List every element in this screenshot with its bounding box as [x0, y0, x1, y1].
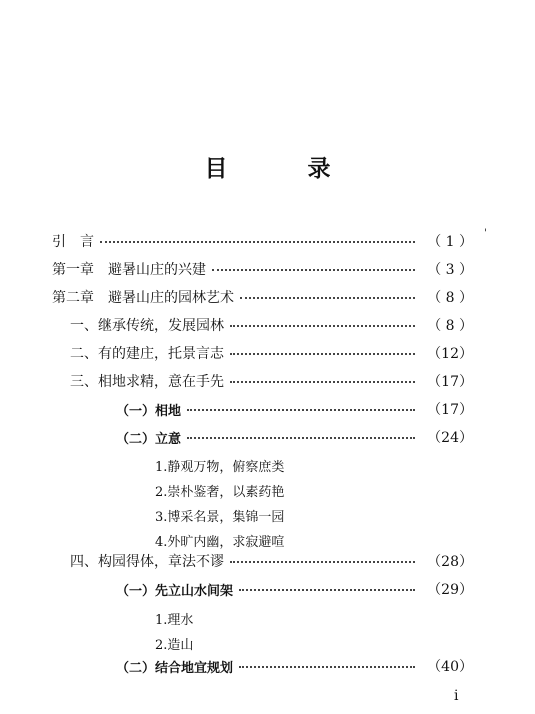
toc-entry-label: 第一章 避暑山庄的兴建 — [52, 262, 206, 278]
toc-entry-page: （17） — [427, 402, 473, 418]
toc-entry-section-1[interactable] — [0, 313, 535, 337]
toc-leader — [230, 353, 415, 355]
page-title: 目 录 — [204, 155, 367, 182]
toc-entry-label: （二）立意 — [116, 431, 182, 447]
toc-leader — [212, 269, 415, 271]
toc-entry-page: （17） — [427, 374, 473, 390]
toc-entry-label: 第二章 避暑山庄的园林艺术 — [52, 290, 234, 306]
toc-leader — [100, 241, 415, 243]
toc-leader — [239, 666, 415, 668]
toc-leader — [240, 297, 415, 299]
toc-entry-subsection-concept[interactable] — [0, 425, 535, 449]
toc-entry-chapter-2[interactable] — [0, 285, 535, 309]
toc-entry-page: （ 1 ） — [427, 234, 473, 250]
toc-entry-label: （二）结合地宜规划 — [116, 660, 234, 676]
toc-entry-section-2[interactable] — [0, 341, 535, 365]
toc-entry-subsection-framework[interactable] — [0, 577, 535, 601]
toc-entry-label: （一）先立山水间架 — [116, 583, 234, 599]
toc-entry-page: （29） — [427, 582, 473, 598]
toc-entry-page: （24） — [427, 430, 473, 446]
toc-entry-section-3[interactable] — [0, 369, 535, 393]
toc-subitem[interactable]: 4.外旷内幽，求寂避喧 — [155, 535, 285, 550]
toc-subitem[interactable]: 3.博采名景，集锦一园 — [155, 510, 285, 525]
toc-entry-page: （ 3 ） — [427, 262, 473, 278]
toc-entry-label: （一）相地 — [116, 403, 182, 419]
toc-subitem[interactable]: 1.静观万物，俯察庶类 — [155, 460, 285, 475]
toc-entry-subsection-planning[interactable] — [0, 654, 535, 678]
toc-leader — [187, 409, 415, 411]
toc-entry-label: 三、相地求精，意在手先 — [70, 374, 224, 390]
toc-entry-page: （28） — [427, 554, 473, 570]
toc-entry-page: （ 8 ） — [427, 318, 473, 334]
corner-mark: ' — [484, 228, 487, 239]
toc-entry-label: 四、构园得体，章法不谬 — [70, 554, 224, 570]
toc-subitem[interactable]: 2.崇朴鉴奢，以素药艳 — [155, 485, 285, 500]
toc-entry-section-4[interactable] — [0, 549, 535, 573]
toc-entry-subsection-site[interactable] — [0, 397, 535, 421]
toc-entry-intro[interactable] — [0, 229, 535, 253]
toc-leader — [230, 561, 415, 563]
page-folio: i — [454, 688, 459, 704]
toc-leader — [230, 381, 415, 383]
toc-entry-page: （40） — [427, 659, 473, 675]
toc-entry-label: 引 言 — [52, 234, 94, 250]
toc-leader — [230, 325, 415, 327]
toc-entry-page: （ 8 ） — [427, 290, 473, 306]
toc-entry-label: 一、继承传统，发展园林 — [70, 318, 224, 334]
toc-entry-chapter-1[interactable] — [0, 257, 535, 281]
toc-leader — [239, 589, 415, 591]
toc-entry-page: （12） — [427, 346, 473, 362]
toc-entry-label: 二、有的建庄，托景言志 — [70, 346, 224, 362]
toc-subitem[interactable]: 2.造山 — [155, 638, 194, 653]
toc-leader — [187, 437, 415, 439]
toc-subitem[interactable]: 1.理水 — [155, 613, 194, 628]
